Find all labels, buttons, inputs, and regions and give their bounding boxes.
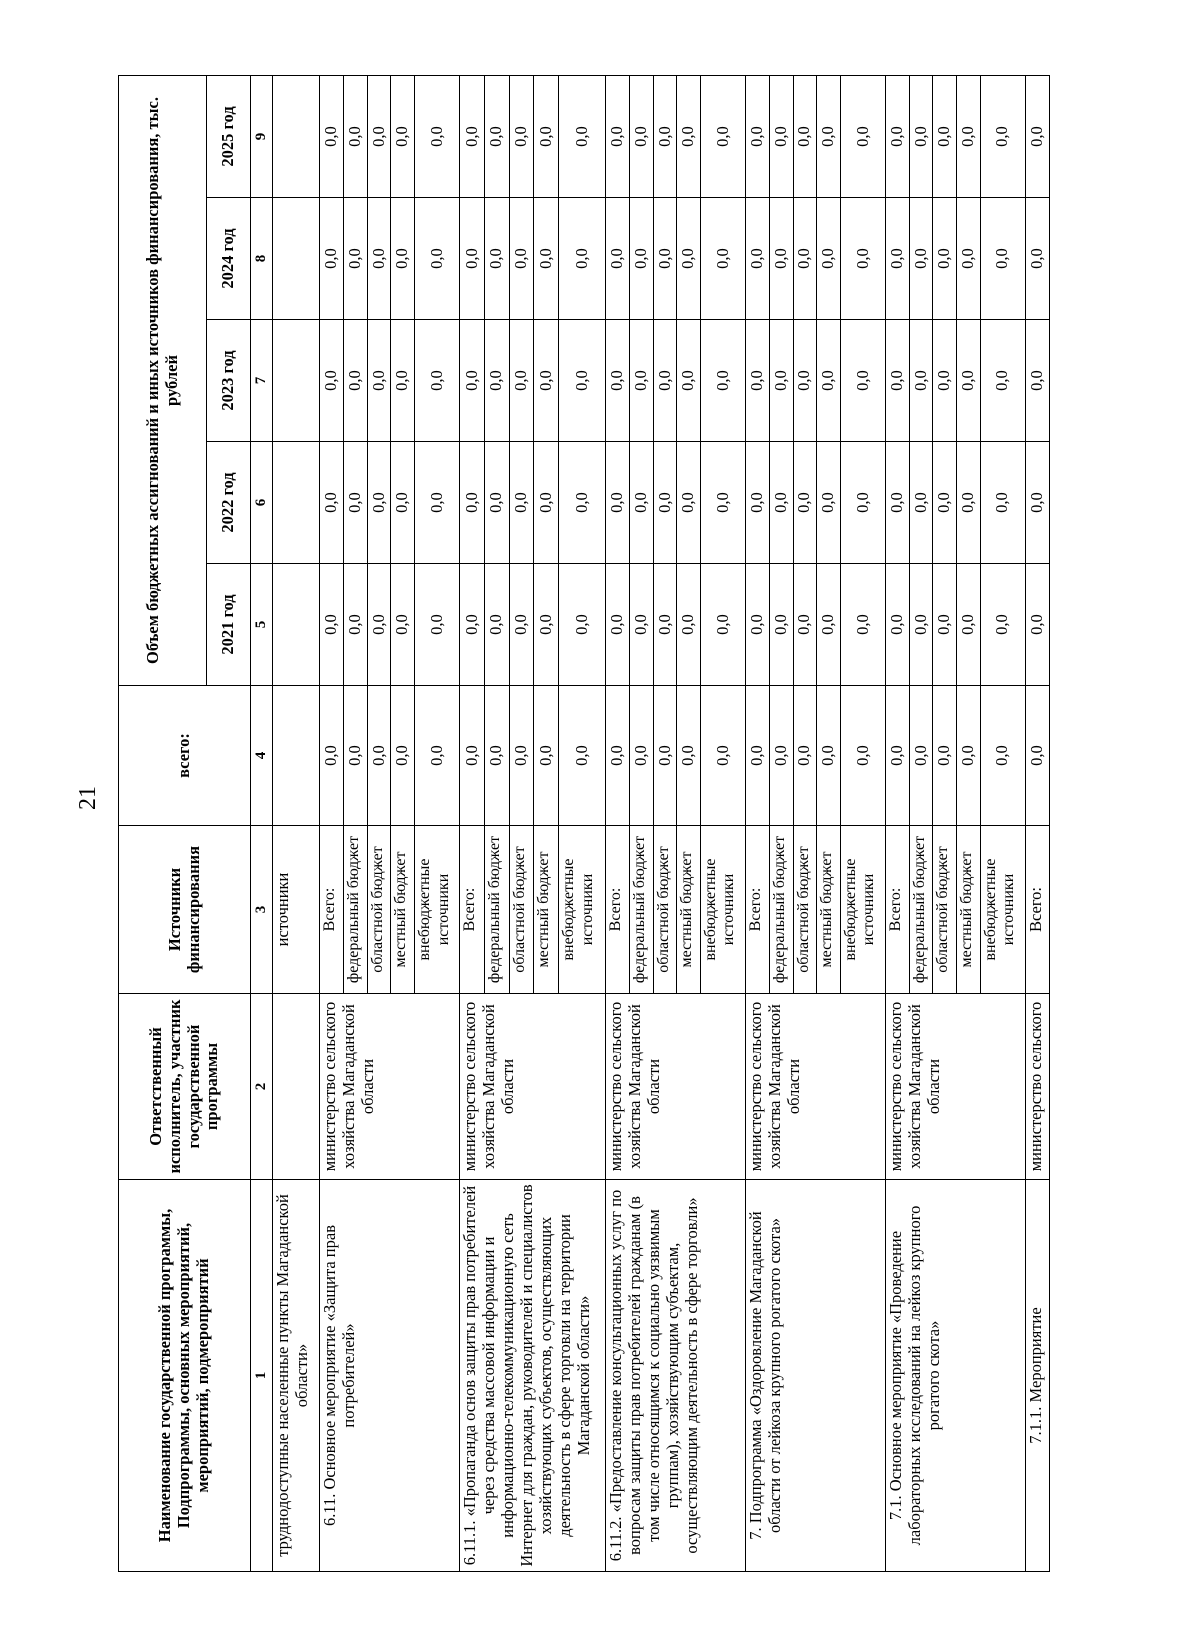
empty-cell: [272, 75, 320, 197]
value-cell: 0,0: [886, 198, 910, 320]
table-row: [460, 75, 485, 1571]
source-label: Всего:: [320, 826, 344, 994]
source-label: областной бюджет: [793, 826, 817, 994]
column-index: 7: [251, 320, 273, 442]
value-cell: 0,0: [630, 198, 654, 320]
value-cell: 0,0: [886, 686, 910, 826]
value-cell: 0,0: [653, 75, 677, 197]
value-cell: 0,0: [793, 442, 817, 564]
value-cell: 0,0: [746, 442, 770, 564]
block-executor: министерство сельского хозяйства Магаданской области: [886, 994, 1026, 1180]
value-cell: 0,0: [630, 442, 654, 564]
value-cell: 0,0: [1026, 198, 1050, 320]
value-cell: 0,0: [677, 564, 701, 686]
value-cell: 0,0: [509, 564, 534, 686]
value-cell: 0,0: [957, 198, 981, 320]
value-cell: 0,0: [840, 320, 885, 442]
value-cell: 0,0: [534, 442, 559, 564]
carry-over-executor: [272, 994, 320, 1180]
value-cell: 0,0: [534, 564, 559, 686]
value-cell: 0,0: [653, 442, 677, 564]
value-cell: 0,0: [606, 686, 630, 826]
value-cell: 0,0: [701, 320, 746, 442]
value-cell: 0,0: [320, 442, 344, 564]
source-label: федеральный бюджет: [909, 826, 933, 994]
last-row-executor: министерство сельского: [1026, 994, 1050, 1180]
value-cell: 0,0: [817, 320, 841, 442]
value-cell: 0,0: [1026, 686, 1050, 826]
value-cell: 0,0: [509, 198, 534, 320]
value-cell: 0,0: [769, 198, 793, 320]
column-index: 2: [251, 994, 273, 1180]
value-cell: 0,0: [701, 198, 746, 320]
value-cell: 0,0: [840, 564, 885, 686]
value-cell: 0,0: [769, 686, 793, 826]
value-cell: 0,0: [606, 198, 630, 320]
carry-over-source: источники: [272, 826, 320, 994]
block-name: 7. Подпрограмма «Оздоровление Магаданской области от лейкоза крупного рогатого скота»: [746, 1180, 886, 1572]
value-cell: 0,0: [653, 320, 677, 442]
column-index: 5: [251, 564, 273, 686]
value-cell: 0,0: [677, 686, 701, 826]
value-cell: 0,0: [817, 442, 841, 564]
value-cell: 0,0: [840, 686, 885, 826]
value-cell: 0,0: [344, 686, 368, 826]
value-cell: 0,0: [793, 686, 817, 826]
value-cell: 0,0: [653, 564, 677, 686]
value-cell: 0,0: [793, 75, 817, 197]
value-cell: 0,0: [344, 198, 368, 320]
value-cell: 0,0: [509, 686, 534, 826]
value-cell: 0,0: [769, 75, 793, 197]
value-cell: 0,0: [460, 564, 485, 686]
value-cell: 0,0: [817, 564, 841, 686]
value-cell: 0,0: [793, 564, 817, 686]
source-label: внебюджетные источники: [559, 826, 606, 994]
empty-cell: [272, 442, 320, 564]
value-cell: 0,0: [957, 75, 981, 197]
header-year-2023: 2023 год: [207, 320, 251, 442]
source-label: Всего:: [606, 826, 630, 994]
source-label: местный бюджет: [534, 826, 559, 994]
source-label: местный бюджет: [957, 826, 981, 994]
value-cell: 0,0: [485, 442, 510, 564]
value-cell: 0,0: [980, 564, 1025, 686]
value-cell: 0,0: [460, 198, 485, 320]
table-row: [606, 75, 630, 1571]
value-cell: 0,0: [769, 320, 793, 442]
column-index: 1: [251, 1180, 273, 1572]
column-index: 9: [251, 75, 273, 197]
table-row: [320, 75, 344, 1571]
value-cell: 0,0: [1026, 564, 1050, 686]
value-cell: 0,0: [886, 442, 910, 564]
value-cell: 0,0: [817, 198, 841, 320]
value-cell: 0,0: [677, 442, 701, 564]
value-cell: 0,0: [840, 442, 885, 564]
value-cell: 0,0: [980, 442, 1025, 564]
value-cell: 0,0: [367, 75, 391, 197]
value-cell: 0,0: [653, 198, 677, 320]
value-cell: 0,0: [886, 564, 910, 686]
value-cell: 0,0: [1026, 75, 1050, 197]
value-cell: 0,0: [840, 75, 885, 197]
value-cell: 0,0: [391, 198, 415, 320]
value-cell: 0,0: [677, 75, 701, 197]
page-number: 21: [75, 786, 101, 810]
value-cell: 0,0: [677, 198, 701, 320]
value-cell: 0,0: [630, 564, 654, 686]
value-cell: 0,0: [630, 75, 654, 197]
value-cell: 0,0: [769, 564, 793, 686]
block-executor: министерство сельского хозяйства Магаданской области: [460, 994, 606, 1180]
value-cell: 0,0: [559, 320, 606, 442]
source-label: местный бюджет: [677, 826, 701, 994]
value-cell: 0,0: [817, 75, 841, 197]
value-cell: 0,0: [534, 686, 559, 826]
value-cell: 0,0: [485, 564, 510, 686]
value-cell: 0,0: [933, 442, 957, 564]
source-label: федеральный бюджет: [344, 826, 368, 994]
header-funding-group: Объем бюджетных ассигнований и иных источников финансирования, тыс. рублей: [119, 75, 207, 685]
value-cell: 0,0: [606, 442, 630, 564]
value-cell: 0,0: [746, 320, 770, 442]
source-label: Всего:: [460, 826, 485, 994]
empty-cell: [272, 198, 320, 320]
block-name: 7.1. Основное мероприятие «Проведение лабораторных исследований на лейкоз крупного рогатого скота»: [886, 1180, 1026, 1572]
value-cell: 0,0: [630, 686, 654, 826]
value-cell: 0,0: [769, 442, 793, 564]
value-cell: 0,0: [909, 442, 933, 564]
value-cell: 0,0: [701, 564, 746, 686]
value-cell: 0,0: [840, 198, 885, 320]
value-cell: 0,0: [817, 686, 841, 826]
header-executor: Ответственный исполнитель, участник государственной программы: [119, 994, 251, 1180]
block-executor: министерство сельского хозяйства Магаданской области: [320, 994, 460, 1180]
value-cell: 0,0: [534, 198, 559, 320]
value-cell: 0,0: [933, 686, 957, 826]
value-cell: 0,0: [886, 75, 910, 197]
value-cell: 0,0: [415, 564, 460, 686]
source-label: внебюджетные источники: [980, 826, 1025, 994]
empty-cell: [272, 564, 320, 686]
value-cell: 0,0: [957, 320, 981, 442]
value-cell: 0,0: [320, 320, 344, 442]
last-row-name: 7.1.1. Мероприятие: [1026, 1180, 1050, 1572]
value-cell: 0,0: [606, 320, 630, 442]
value-cell: 0,0: [980, 320, 1025, 442]
source-label: внебюджетные источники: [840, 826, 885, 994]
header-year-2021: 2021 год: [207, 564, 251, 686]
carry-over-name: труднодоступные населенные пункты Магаданской области»: [272, 1180, 320, 1572]
value-cell: 0,0: [485, 320, 510, 442]
value-cell: 0,0: [559, 75, 606, 197]
value-cell: 0,0: [509, 75, 534, 197]
header-year-2025: 2025 год: [207, 75, 251, 197]
value-cell: 0,0: [980, 75, 1025, 197]
source-label: областной бюджет: [509, 826, 534, 994]
value-cell: 0,0: [391, 686, 415, 826]
source-label: внебюджетные источники: [701, 826, 746, 994]
value-cell: 0,0: [933, 564, 957, 686]
value-cell: 0,0: [485, 686, 510, 826]
source-label: внебюджетные источники: [415, 826, 460, 994]
source-label: федеральный бюджет: [769, 826, 793, 994]
header-source: Источники финансирования: [119, 826, 251, 994]
value-cell: 0,0: [677, 320, 701, 442]
value-cell: 0,0: [1026, 442, 1050, 564]
value-cell: 0,0: [746, 686, 770, 826]
program-blocks: [320, 75, 1026, 1571]
value-cell: 0,0: [460, 686, 485, 826]
value-cell: 0,0: [460, 75, 485, 197]
block-name: 6.11. Основное мероприятие «Защита прав потребителей»: [320, 1180, 460, 1572]
value-cell: 0,0: [701, 686, 746, 826]
value-cell: 0,0: [391, 564, 415, 686]
funding-table: [118, 75, 1050, 1572]
empty-cell: [272, 320, 320, 442]
value-cell: 0,0: [344, 564, 368, 686]
value-cell: 0,0: [957, 686, 981, 826]
value-cell: 0,0: [485, 75, 510, 197]
value-cell: 0,0: [559, 442, 606, 564]
value-cell: 0,0: [559, 564, 606, 686]
source-label: областной бюджет: [367, 826, 391, 994]
value-cell: 0,0: [534, 320, 559, 442]
value-cell: 0,0: [509, 320, 534, 442]
value-cell: 0,0: [485, 198, 510, 320]
value-cell: 0,0: [909, 564, 933, 686]
value-cell: 0,0: [701, 75, 746, 197]
value-cell: 0,0: [606, 75, 630, 197]
column-index: 3: [251, 826, 273, 994]
value-cell: 0,0: [630, 320, 654, 442]
source-label: областной бюджет: [933, 826, 957, 994]
source-label: Всего:: [746, 826, 770, 994]
value-cell: 0,0: [460, 442, 485, 564]
value-cell: 0,0: [793, 320, 817, 442]
value-cell: 0,0: [980, 198, 1025, 320]
source-label: местный бюджет: [391, 826, 415, 994]
value-cell: 0,0: [391, 442, 415, 564]
value-cell: 0,0: [415, 442, 460, 564]
block-name: 6.11.2. «Предоставление консультационных услуг по вопросам защиты прав потребителей гражданам (в том числе относящимся к социально уязвимым группам), хозяйствующим субъектам, осуществляющим деятельность в сфере торговли»: [606, 1180, 746, 1572]
source-label: Всего:: [886, 826, 910, 994]
value-cell: 0,0: [886, 320, 910, 442]
value-cell: 0,0: [793, 198, 817, 320]
value-cell: 0,0: [367, 442, 391, 564]
column-index: 4: [251, 686, 273, 826]
source-label: федеральный бюджет: [485, 826, 510, 994]
value-cell: 0,0: [367, 686, 391, 826]
block-executor: министерство сельского хозяйства Магаданской области: [606, 994, 746, 1180]
header-name: Наименование государственной программы, Подпрограммы, основных мероприятий, мероприятий, подмероприятий: [119, 1180, 251, 1572]
header-year-2024: 2024 год: [207, 198, 251, 320]
value-cell: 0,0: [415, 198, 460, 320]
value-cell: 0,0: [746, 75, 770, 197]
value-cell: 0,0: [534, 75, 559, 197]
source-label: федеральный бюджет: [630, 826, 654, 994]
value-cell: 0,0: [957, 564, 981, 686]
block-name: 6.11.1. «Пропаганда основ защиты прав потребителей через средства массовой информации и информационно-телекоммуникационную сеть Интернет для граждан, руководителей и специалистов хозяйствующих субъектов, осуществляющих деятельность в сфере торговли на территории Магаданской области»: [460, 1180, 606, 1572]
table-row: [886, 75, 910, 1571]
column-index: 6: [251, 442, 273, 564]
value-cell: 0,0: [909, 320, 933, 442]
empty-cell: [272, 686, 320, 826]
block-executor: министерство сельского хозяйства Магаданской области: [746, 994, 886, 1180]
value-cell: 0,0: [933, 198, 957, 320]
value-cell: 0,0: [933, 75, 957, 197]
value-cell: 0,0: [391, 75, 415, 197]
value-cell: 0,0: [980, 686, 1025, 826]
value-cell: 0,0: [957, 442, 981, 564]
value-cell: 0,0: [559, 686, 606, 826]
value-cell: 0,0: [653, 686, 677, 826]
value-cell: 0,0: [746, 198, 770, 320]
value-cell: 0,0: [415, 75, 460, 197]
value-cell: 0,0: [344, 75, 368, 197]
value-cell: 0,0: [746, 564, 770, 686]
table-row: [746, 75, 770, 1571]
value-cell: 0,0: [606, 564, 630, 686]
value-cell: 0,0: [415, 686, 460, 826]
value-cell: 0,0: [559, 198, 606, 320]
value-cell: 0,0: [933, 320, 957, 442]
value-cell: 0,0: [701, 442, 746, 564]
value-cell: 0,0: [909, 686, 933, 826]
value-cell: 0,0: [344, 320, 368, 442]
value-cell: 0,0: [320, 75, 344, 197]
source-label: областной бюджет: [653, 826, 677, 994]
value-cell: 0,0: [367, 564, 391, 686]
value-cell: 0,0: [509, 442, 534, 564]
value-cell: 0,0: [460, 320, 485, 442]
column-index: 8: [251, 198, 273, 320]
value-cell: 0,0: [367, 198, 391, 320]
last-row-source: Всего:: [1026, 826, 1050, 994]
header-year-2022: 2022 год: [207, 442, 251, 564]
value-cell: 0,0: [1026, 320, 1050, 442]
source-label: местный бюджет: [817, 826, 841, 994]
header-total: всего:: [119, 686, 251, 826]
value-cell: 0,0: [391, 320, 415, 442]
value-cell: 0,0: [415, 320, 460, 442]
value-cell: 0,0: [320, 564, 344, 686]
value-cell: 0,0: [320, 686, 344, 826]
value-cell: 0,0: [909, 75, 933, 197]
value-cell: 0,0: [320, 198, 344, 320]
value-cell: 0,0: [344, 442, 368, 564]
rotated-table-wrapper: [118, 76, 1050, 1572]
value-cell: 0,0: [367, 320, 391, 442]
value-cell: 0,0: [909, 198, 933, 320]
